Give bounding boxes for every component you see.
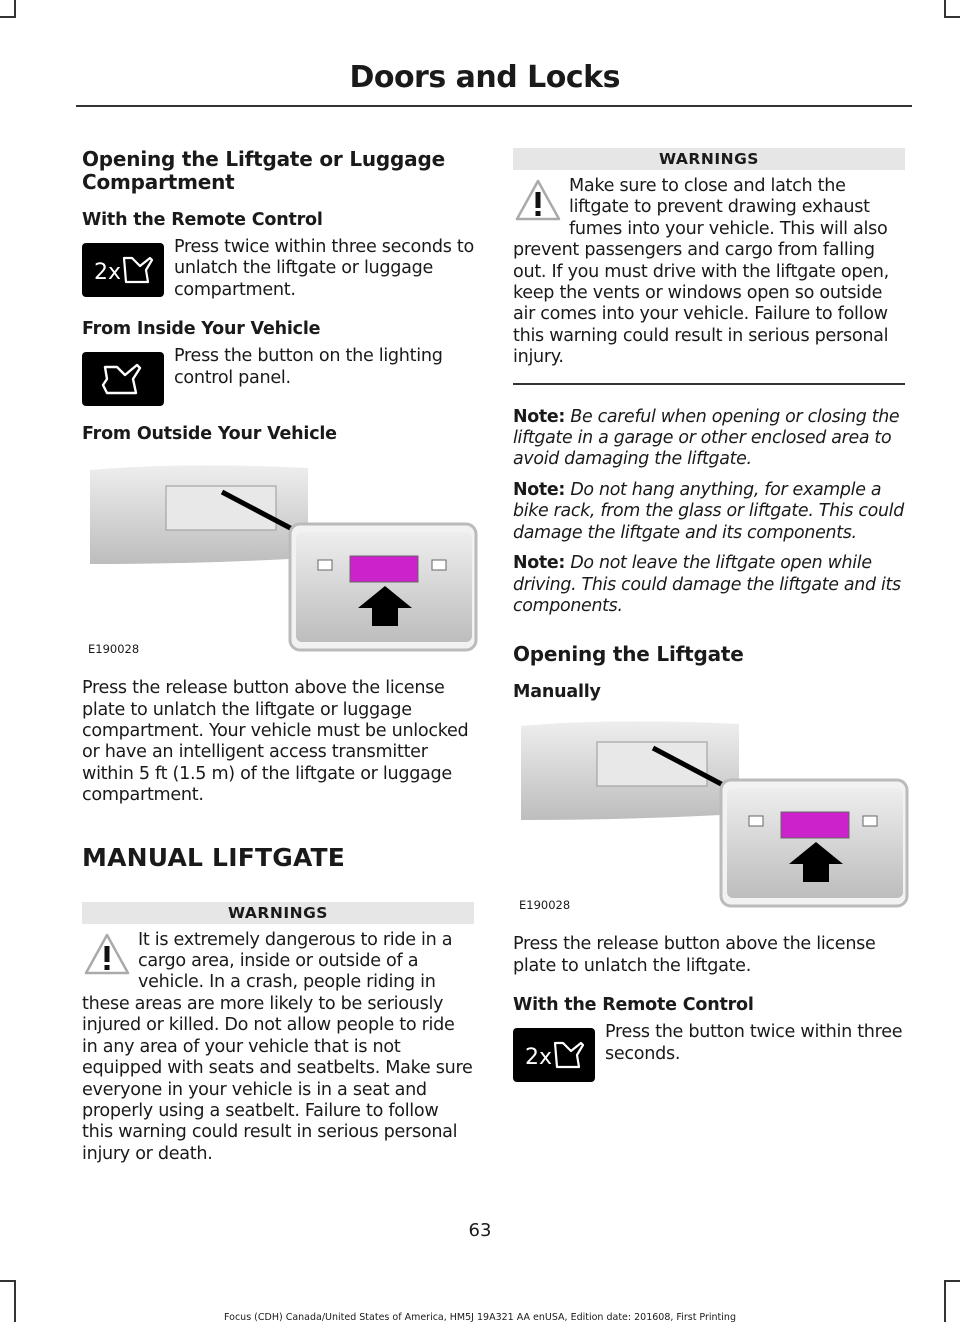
subheading-manually: Manually <box>513 682 601 703</box>
remote-instruction-text: Press twice within three seconds to unlatch the liftgate or luggage compartment. <box>174 237 474 300</box>
note-label: Note: <box>513 553 566 574</box>
header-divider <box>76 105 912 107</box>
warning-text: It is extremely dangerous to ride in a cargo area, inside or outside of a vehicle. In a crash, people riding in these areas are more likely to be seriously injured or killed. Do not allow people to ride in any area of your vehicle that is not equipped with seats and seatbelts. Make sure everyone in your vehicle is in a seat and properly using a seatbelt. Failure to follow this warning could result in serious personal injury or death. <box>82 929 473 1164</box>
liftgate-release-illustration <box>82 462 478 658</box>
page-header-title: Doors and Locks <box>349 60 620 95</box>
warnings-bar: WARNINGS <box>513 148 905 170</box>
section-heading-opening-liftgate: Opening the Liftgate <box>513 642 744 667</box>
crop-mark <box>0 16 16 18</box>
warning-text: Make sure to close and latch the liftgate to prevent drawing exhaust fumes into your vehicle. This will also prevent passengers and cargo from falling out. If you must drive with the liftgate open, keep the vents or windows open so outside air comes into your vehicle. Failure to follow this warning could result in serious personal injury. <box>513 176 889 368</box>
left-column <box>82 148 474 1165</box>
figure-code: E190028 <box>88 642 140 657</box>
footer-text: Focus (CDH) Canada/United States of America, HM5J 19A321 AA enUSA, Edition date: 201608, First Printing <box>224 1312 736 1323</box>
remote-instruction <box>82 237 474 301</box>
svg-text:2x: 2x <box>525 1045 553 1071</box>
note-1-text: Be careful when opening or closing the liftgate in a garage or other enclosed area to avoid damaging the liftgate. <box>513 406 900 470</box>
manual-liftgate-heading: MANUAL LIFTGATE <box>82 842 346 872</box>
warning-triangle-icon <box>515 178 561 222</box>
warnings-bar: WARNINGS <box>82 902 474 924</box>
crop-mark <box>944 16 960 18</box>
page-number: 63 <box>468 1220 492 1241</box>
inside-instruction <box>82 346 474 406</box>
svg-text:2x: 2x <box>94 260 122 285</box>
right-column <box>513 148 905 1082</box>
note-label: Note: <box>513 406 566 427</box>
subheading-remote: With the Remote Control <box>82 210 323 230</box>
liftgate-release-figure <box>82 462 478 658</box>
liftgate-2x-icon <box>82 243 164 297</box>
note-3 <box>513 553 905 617</box>
remote-instruction <box>513 1022 905 1082</box>
subheading-inside: From Inside Your Vehicle <box>82 319 321 340</box>
note-3-text: Do not leave the liftgate open while driving. This could damage the liftgate and its components. <box>513 553 901 616</box>
inside-instruction-text: Press the button on the lighting control panel. <box>174 346 443 388</box>
warning-triangle-icon <box>84 932 130 976</box>
warning-block <box>82 930 474 1165</box>
liftgate-release-figure <box>513 718 909 914</box>
crop-mark <box>0 1280 16 1282</box>
warning-block <box>513 176 905 369</box>
figure-code: E190028 <box>519 898 571 913</box>
crop-mark <box>944 1280 960 1282</box>
remote-instruction-text: Press the button twice within three seconds. <box>605 1022 903 1064</box>
release-text: Press the release button above the license plate to unlatch the liftgate or luggage compartment. Your vehicle must be unlocked or have an intelligent access transmitter within 5 ft (1.5 m) of the liftgate or luggage compartment. <box>82 678 469 806</box>
note-1 <box>513 407 905 471</box>
section-heading: Opening the Liftgate or Luggage Compartment <box>82 147 445 194</box>
liftgate-release-illustration <box>513 718 909 914</box>
warning-divider <box>513 383 905 385</box>
note-label: Note: <box>513 479 566 500</box>
subheading-remote: With the Remote Control <box>513 995 754 1016</box>
liftgate-icon <box>82 352 164 406</box>
note-2-text: Do not hang anything, for example a bike rack, from the glass or liftgate. This could damage the liftgate and its components. <box>513 479 904 543</box>
liftgate-2x-icon <box>513 1028 595 1082</box>
subheading-outside: From Outside Your Vehicle <box>82 424 337 445</box>
note-2 <box>513 480 905 544</box>
release-text: Press the release button above the license plate to unlatch the liftgate. <box>513 934 876 976</box>
